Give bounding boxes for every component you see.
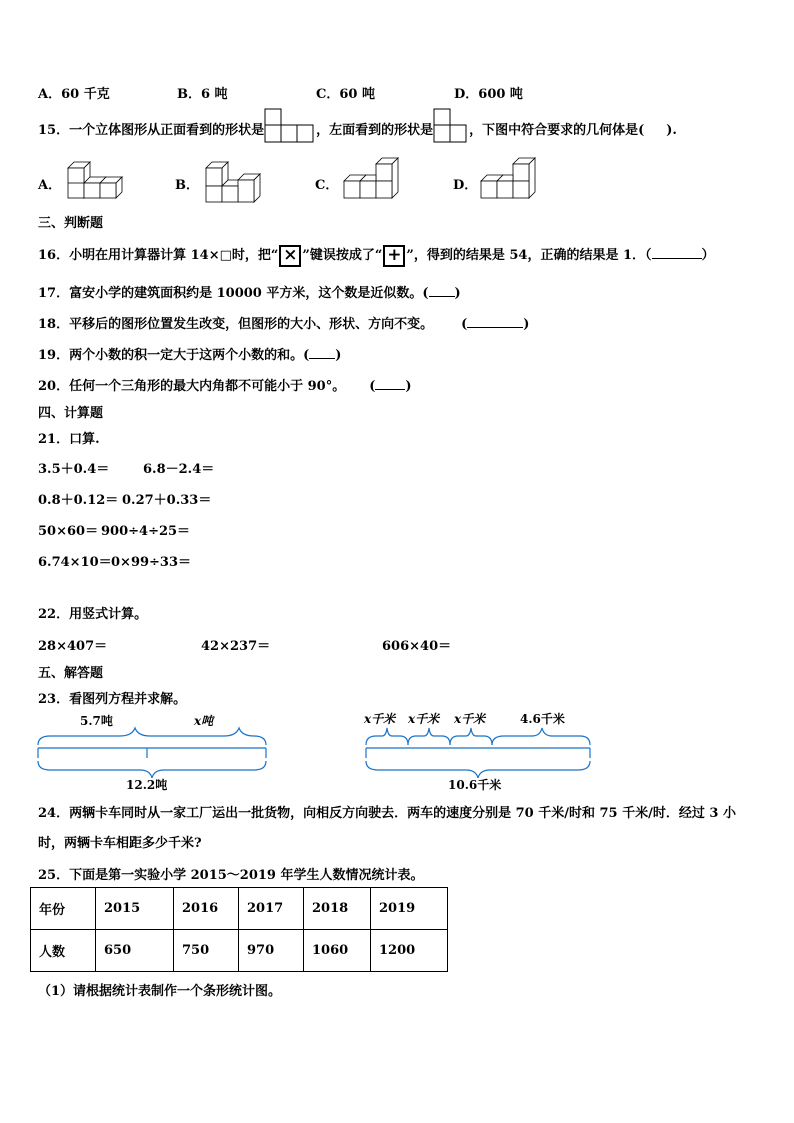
q23-fig2-bottom-brace xyxy=(366,761,590,778)
q23-fig2-label-3: x千米 xyxy=(454,712,486,726)
q19-answer-blank[interactable] xyxy=(309,346,335,359)
q23-fig2-brace-2 xyxy=(408,728,450,745)
q19-end: ) xyxy=(335,348,342,363)
q19-text: 19．两个小数的积一定大于这两个小数的和。( xyxy=(38,348,310,363)
q18-answer-blank[interactable] xyxy=(467,315,523,328)
table-cell: 750 xyxy=(174,930,239,972)
q20-text: 20．任何一个三角形的最大内角都不可能小于 90°。 xyxy=(38,379,346,394)
q15-option-b-label: B． xyxy=(175,178,199,193)
q18-open: ( xyxy=(461,317,468,332)
q15-text2: ，左面看到的形状是 xyxy=(316,123,434,138)
q15-option-c-label: C． xyxy=(315,178,339,193)
q23-fig2-label-total: 10.6千米 xyxy=(448,778,502,792)
q15-option-a-figure xyxy=(66,158,134,200)
q16-part3: ”，得到的结果是 54，正确的结果是 1．（ xyxy=(406,248,652,263)
q16 xyxy=(38,244,715,267)
q21-item: 0.27＋0.33＝ xyxy=(122,493,212,508)
section-4-heading: 四、计算题 xyxy=(38,406,104,421)
q15-option-d-figure xyxy=(479,156,543,204)
q25-stat-table xyxy=(30,887,448,972)
q15-option-b-figure xyxy=(202,158,270,206)
q16-part1: 16．小明在用计算器计算 14×□时，把“ xyxy=(38,248,279,263)
q23-fig2-brace-3 xyxy=(450,728,492,745)
q25-sub-question-1: （1）请根据统计表制作一个条形统计图。 xyxy=(38,984,282,999)
q23-fig1-label-a: 5.7吨 xyxy=(80,714,113,728)
table-cell: 650 xyxy=(96,930,174,972)
q15-text4: ). xyxy=(666,123,677,138)
section-5-heading: 五、解答题 xyxy=(38,666,104,681)
q21-item: 3.5＋0.4＝ xyxy=(38,462,110,477)
q17-answer-blank[interactable] xyxy=(429,284,455,297)
plus-key-icon: + xyxy=(383,245,405,267)
q15-stem xyxy=(38,118,677,143)
q20 xyxy=(38,375,412,394)
q24-line-2: 时，两辆卡车相距多少千米? xyxy=(38,836,202,851)
q23-fig2-label-4: 4.6千米 xyxy=(520,712,565,726)
table-cell: 2018 xyxy=(304,888,371,930)
q20-answer-blank[interactable] xyxy=(375,377,405,390)
q23-fig2-label-2: x千米 xyxy=(408,712,440,726)
q21-item: 0.8＋0.12＝ xyxy=(38,493,119,508)
q23-fig2-brace-1 xyxy=(366,728,408,745)
q21-item: 6.8－2.4＝ xyxy=(143,462,215,477)
q25-title: 25．下面是第一实验小学 2015～2019 年学生人数情况统计表。 xyxy=(38,868,424,883)
q22-item: 28×407＝ xyxy=(38,639,108,654)
q15-text1: 15．一个立体图形从正面看到的形状是 xyxy=(38,123,265,138)
q20-end: ) xyxy=(405,379,412,394)
q23-fig1-label-b: x吨 xyxy=(194,714,214,728)
q23-fig2-brace-4 xyxy=(492,728,590,745)
q15-option-c-figure xyxy=(342,156,406,204)
section-3-heading: 三、判断题 xyxy=(38,216,104,231)
q14-option-b: B．6 吨 xyxy=(177,87,228,102)
q15-option-d-label: D． xyxy=(453,178,478,193)
q23-title: 23．看图列方程并求解。 xyxy=(38,692,187,707)
q23-figure-1 xyxy=(34,708,274,792)
table-row xyxy=(31,930,448,972)
q18 xyxy=(38,313,529,332)
q23-fig1-label-total: 12.2吨 xyxy=(126,778,168,792)
q17 xyxy=(38,282,461,301)
q23-figure-2 xyxy=(362,708,598,792)
table-cell: 人数 xyxy=(31,930,96,972)
table-cell: 2019 xyxy=(371,888,448,930)
table-cell: 970 xyxy=(239,930,304,972)
q21-item: 0×99÷33＝ xyxy=(111,555,192,570)
q19 xyxy=(38,344,341,363)
q15-left-view xyxy=(433,108,469,143)
q15-option-a-label: A． xyxy=(38,178,62,193)
q22-item: 606×40＝ xyxy=(382,639,452,654)
q16-part4: ） xyxy=(701,248,715,263)
q15-front-view xyxy=(264,108,316,143)
q15-text3: ，下图中符合要求的几何体是( xyxy=(469,123,645,138)
q23-fig1-bottom-brace xyxy=(38,761,266,778)
q18-end: ) xyxy=(523,317,530,332)
q16-part2: ”键误按成了“ xyxy=(302,248,383,263)
multiply-key-icon: × xyxy=(279,245,301,267)
q24-line-1: 24．两辆卡车同时从一家工厂运出一批货物，向相反方向驶去．两车的速度分别是 70 千米/时和 75 千米/时．经过 3 小 xyxy=(38,806,736,821)
q16-answer-blank[interactable] xyxy=(652,246,702,259)
q21-item: 900÷4÷25＝ xyxy=(101,524,191,539)
q20-open: ( xyxy=(369,379,376,394)
q17-end: ) xyxy=(454,286,461,301)
q23-fig1-top-braces xyxy=(38,728,266,745)
q14-option-c: C．60 吨 xyxy=(316,87,375,102)
q14-option-d: D．600 吨 xyxy=(454,87,523,102)
q22-title: 22．用竖式计算。 xyxy=(38,607,148,622)
q21-item: 6.74×10＝ xyxy=(38,555,112,570)
table-row xyxy=(31,888,448,930)
table-cell: 2015 xyxy=(96,888,174,930)
table-cell: 1200 xyxy=(371,930,448,972)
q14-option-a: A．60 千克 xyxy=(38,87,110,102)
q18-text: 18．平移后的图形位置发生改变，但图形的大小、形状、方向不变。 xyxy=(38,317,434,332)
q17-text: 17．富安小学的建筑面积约是 10000 平方米，这个数是近似数。( xyxy=(38,286,429,301)
q21-item: 50×60＝ xyxy=(38,524,99,539)
table-cell: 2016 xyxy=(174,888,239,930)
table-cell: 1060 xyxy=(304,930,371,972)
table-cell: 年份 xyxy=(31,888,96,930)
q23-fig2-label-1: x千米 xyxy=(364,712,396,726)
q22-item: 42×237＝ xyxy=(201,639,271,654)
q21-title: 21．口算. xyxy=(38,432,100,447)
table-cell: 2017 xyxy=(239,888,304,930)
